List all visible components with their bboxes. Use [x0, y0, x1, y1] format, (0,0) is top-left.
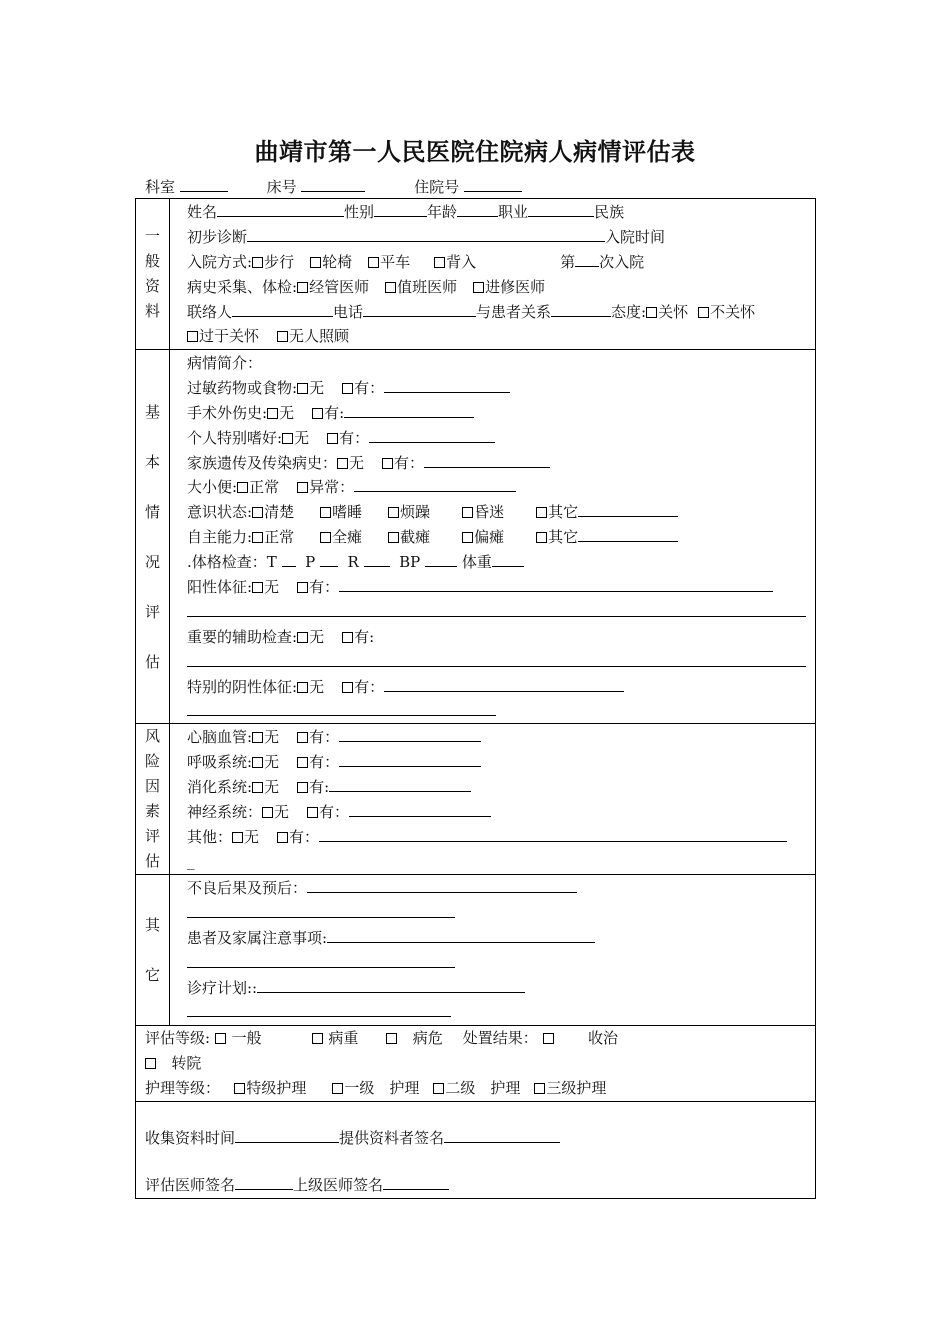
notice-field[interactable]	[327, 928, 595, 943]
phone-field[interactable]	[363, 302, 476, 317]
admission-no-label: 住院号	[414, 178, 460, 196]
surgery-field[interactable]	[344, 403, 474, 418]
checkbox[interactable]	[536, 532, 547, 543]
row-risk-other: 其他： 无 有：	[187, 825, 811, 850]
checkbox[interactable]	[237, 482, 248, 493]
admission-no-field[interactable]	[464, 177, 522, 192]
row-name: 姓名 性别 年龄 职业 民族	[187, 203, 625, 221]
allergy-field[interactable]	[384, 378, 510, 393]
checkbox[interactable]	[534, 1083, 545, 1094]
checkbox[interactable]	[252, 582, 263, 593]
positive-field[interactable]	[339, 577, 773, 592]
row-selfcare: 自主能力: 正常 全瘫 截瘫 偏瘫 其它	[187, 525, 811, 550]
row-risk-digest: 消化系统: 无 有:	[187, 775, 811, 800]
contact-field[interactable]	[232, 302, 333, 317]
checkbox[interactable]	[252, 507, 263, 518]
relation-field[interactable]	[551, 302, 611, 317]
checkbox[interactable]	[297, 757, 308, 768]
row-doctor-sign: 评估医师签名 上级医师签名	[145, 1173, 806, 1198]
checkbox[interactable]	[312, 408, 323, 419]
row-family: 家族遗传及传染病史： 无 有：	[187, 451, 811, 476]
checkbox[interactable]	[232, 832, 243, 843]
checkbox[interactable]	[297, 782, 308, 793]
checkbox[interactable]	[382, 458, 393, 469]
row-positive-cont	[187, 600, 811, 625]
row-collect: 收集资料时间 提供资料者签名	[145, 1126, 806, 1151]
notice-field-line2[interactable]	[187, 951, 455, 968]
plan-field-line2[interactable]	[187, 1000, 451, 1017]
weight-field[interactable]	[492, 552, 524, 567]
section-other	[136, 875, 815, 1026]
checkbox[interactable]	[698, 307, 709, 318]
risk-resp-field[interactable]	[339, 752, 481, 767]
risk-other-field[interactable]	[319, 827, 787, 842]
section-risk	[136, 724, 815, 875]
diagnosis-field[interactable]	[247, 227, 605, 242]
row-allergy: 过敏药物或食物: 无 有：	[187, 376, 811, 401]
checkbox[interactable]	[434, 257, 445, 268]
sex-field[interactable]	[374, 202, 427, 217]
checkbox[interactable]	[337, 458, 348, 469]
checkbox[interactable]	[342, 682, 353, 693]
nth-field[interactable]	[575, 252, 599, 267]
checkbox[interactable]	[187, 331, 198, 342]
row-plan-cont	[187, 1000, 811, 1025]
row-plan: 诊疗计划::	[187, 976, 811, 1001]
checkbox[interactable]	[297, 632, 308, 643]
row-exam: .体格检查：T P R BP 体重	[187, 550, 811, 575]
collect-time-field[interactable]	[235, 1128, 339, 1143]
bp-field[interactable]	[425, 552, 457, 567]
row-risk-resp: 呼吸系统: 无 有：	[187, 750, 811, 775]
section-other-label: 其 它	[136, 875, 170, 1025]
checkbox[interactable]	[433, 1083, 444, 1094]
form-title: 曲靖市第一人民医院住院病人病情评估表	[254, 137, 696, 166]
respiration-field[interactable]	[364, 552, 390, 567]
checkbox[interactable]	[297, 282, 308, 293]
checkbox[interactable]	[252, 257, 263, 268]
selfcare-other-field[interactable]	[578, 527, 678, 542]
name-field[interactable]	[217, 202, 344, 217]
checkbox[interactable]	[312, 1033, 323, 1044]
checkbox[interactable]	[297, 682, 308, 693]
consequence-field-line2[interactable]	[187, 901, 455, 918]
row-admit-mode: 入院方式: 步行 轮椅 平车 背入 第 次入院	[187, 252, 645, 271]
occupation-field[interactable]	[528, 202, 594, 217]
aux-field-line[interactable]	[187, 650, 806, 667]
checkbox[interactable]	[473, 282, 484, 293]
assessment-form	[135, 198, 816, 1199]
checkbox[interactable]	[277, 832, 288, 843]
section-general	[136, 199, 815, 350]
checkbox[interactable]	[342, 383, 353, 394]
family-field[interactable]	[424, 453, 550, 468]
checkbox[interactable]	[297, 383, 308, 394]
checkbox[interactable]	[252, 732, 263, 743]
plan-field[interactable]	[257, 978, 525, 993]
row-disposal-cont: 转院	[145, 1051, 806, 1076]
checkbox[interactable]	[297, 732, 308, 743]
row-nursing-grade: 护理等级： 特级护理 一级 护理 二级 护理 三级护理	[145, 1079, 607, 1097]
age-field[interactable]	[457, 202, 498, 217]
row-consciousness: 意识状态: 清楚 嗜睡 烦躁 昏迷 其它	[187, 500, 811, 525]
checkbox[interactable]	[368, 257, 379, 268]
doctor-signature-field[interactable]	[235, 1175, 293, 1190]
checkbox[interactable]	[543, 1033, 554, 1044]
checkbox[interactable]	[327, 433, 338, 444]
row-history: 病史采集、体检: 经管医师 值班医师 进修医师	[187, 277, 546, 296]
checkbox[interactable]	[388, 507, 399, 518]
header-row	[145, 176, 556, 197]
bed-field[interactable]	[301, 177, 365, 192]
row-aux-cont	[187, 650, 811, 675]
section-basic-label: 基 本 情 况 评 估	[136, 350, 170, 723]
checkbox[interactable]	[332, 1083, 343, 1094]
section-basic	[136, 350, 815, 724]
checkbox[interactable]	[320, 507, 331, 518]
dept-field[interactable]	[180, 177, 228, 192]
section-risk-label: 风 险 因 素 评 估	[136, 724, 170, 874]
negative-field-line2[interactable]	[187, 699, 496, 716]
excretion-field[interactable]	[354, 477, 516, 492]
row-risk-neuro: 神经系统： 无 有：	[187, 800, 811, 825]
negative-field[interactable]	[384, 677, 624, 692]
row-contact: 联络人 电话 与患者关系 态度: 关怀 不关怀	[187, 302, 756, 321]
checkbox[interactable]	[234, 1083, 245, 1094]
section-general-label: 一 般 资 料	[136, 199, 170, 349]
pulse-field[interactable]	[320, 552, 338, 567]
checkbox[interactable]	[215, 1033, 226, 1044]
row-negative-cont	[187, 699, 811, 724]
row-risk-cardio: 心脑血管: 无 有：	[187, 725, 811, 750]
section-grade	[136, 1026, 815, 1102]
positive-field-line2[interactable]	[187, 600, 806, 617]
checkbox[interactable]	[145, 1058, 156, 1069]
checkbox[interactable]	[252, 782, 263, 793]
row-aux: 重要的辅助检查: 无 有:	[187, 627, 375, 646]
checkbox[interactable]	[277, 331, 288, 342]
row-positive: 阳性体征: 无 有：	[187, 575, 811, 600]
checkbox[interactable]	[310, 257, 321, 268]
row-risk-trailing: _	[187, 852, 195, 871]
checkbox[interactable]	[386, 1033, 397, 1044]
row-consequence: 不良后果及预后：	[187, 876, 811, 901]
temperature-field[interactable]	[282, 552, 296, 567]
row-habits: 个人特别嗜好: 无 有：	[187, 426, 811, 451]
checkbox[interactable]	[297, 582, 308, 593]
checkbox[interactable]	[297, 482, 308, 493]
provider-signature-field[interactable]	[444, 1128, 560, 1143]
checkbox[interactable]	[252, 532, 263, 543]
row-notice: 患者及家属注意事项:	[187, 926, 811, 951]
checkbox[interactable]	[388, 532, 399, 543]
row-attitude-more: 过于关怀 无人照顾	[187, 324, 811, 349]
checkbox[interactable]	[307, 807, 318, 818]
row-assess-grade: 评估等级: 一般 病重 病危 处置结果： 收治	[145, 1029, 618, 1047]
risk-digest-field[interactable]	[329, 777, 471, 792]
checkbox[interactable]	[536, 507, 547, 518]
row-notice-cont	[187, 951, 811, 976]
row-summary: 病情简介：	[187, 354, 263, 372]
checkbox[interactable]	[267, 408, 278, 419]
checkbox[interactable]	[646, 307, 657, 318]
bed-label: 床号	[266, 178, 297, 196]
checkbox[interactable]	[462, 532, 473, 543]
row-negative: 特别的阴性体征: 无 有：	[187, 675, 811, 700]
row-consequence-cont	[187, 901, 811, 926]
senior-signature-field[interactable]	[383, 1175, 449, 1190]
risk-neuro-field[interactable]	[349, 802, 491, 817]
consciousness-other-field[interactable]	[578, 502, 678, 517]
checkbox[interactable]	[262, 807, 273, 818]
row-surgery: 手术外伤史: 无 有:	[187, 401, 811, 426]
row-diagnosis: 初步诊断 入院时间	[187, 227, 666, 246]
checkbox[interactable]	[320, 532, 331, 543]
habits-field[interactable]	[369, 428, 495, 443]
consequence-field[interactable]	[307, 878, 577, 893]
risk-cardio-field[interactable]	[339, 727, 481, 742]
dept-label: 科室	[145, 178, 176, 196]
row-excretion: 大小便: 正常 异常：	[187, 475, 811, 500]
checkbox[interactable]	[385, 282, 396, 293]
checkbox[interactable]	[462, 507, 473, 518]
checkbox[interactable]	[282, 433, 293, 444]
checkbox[interactable]	[342, 632, 353, 643]
checkbox[interactable]	[252, 757, 263, 768]
section-signature	[136, 1102, 815, 1198]
